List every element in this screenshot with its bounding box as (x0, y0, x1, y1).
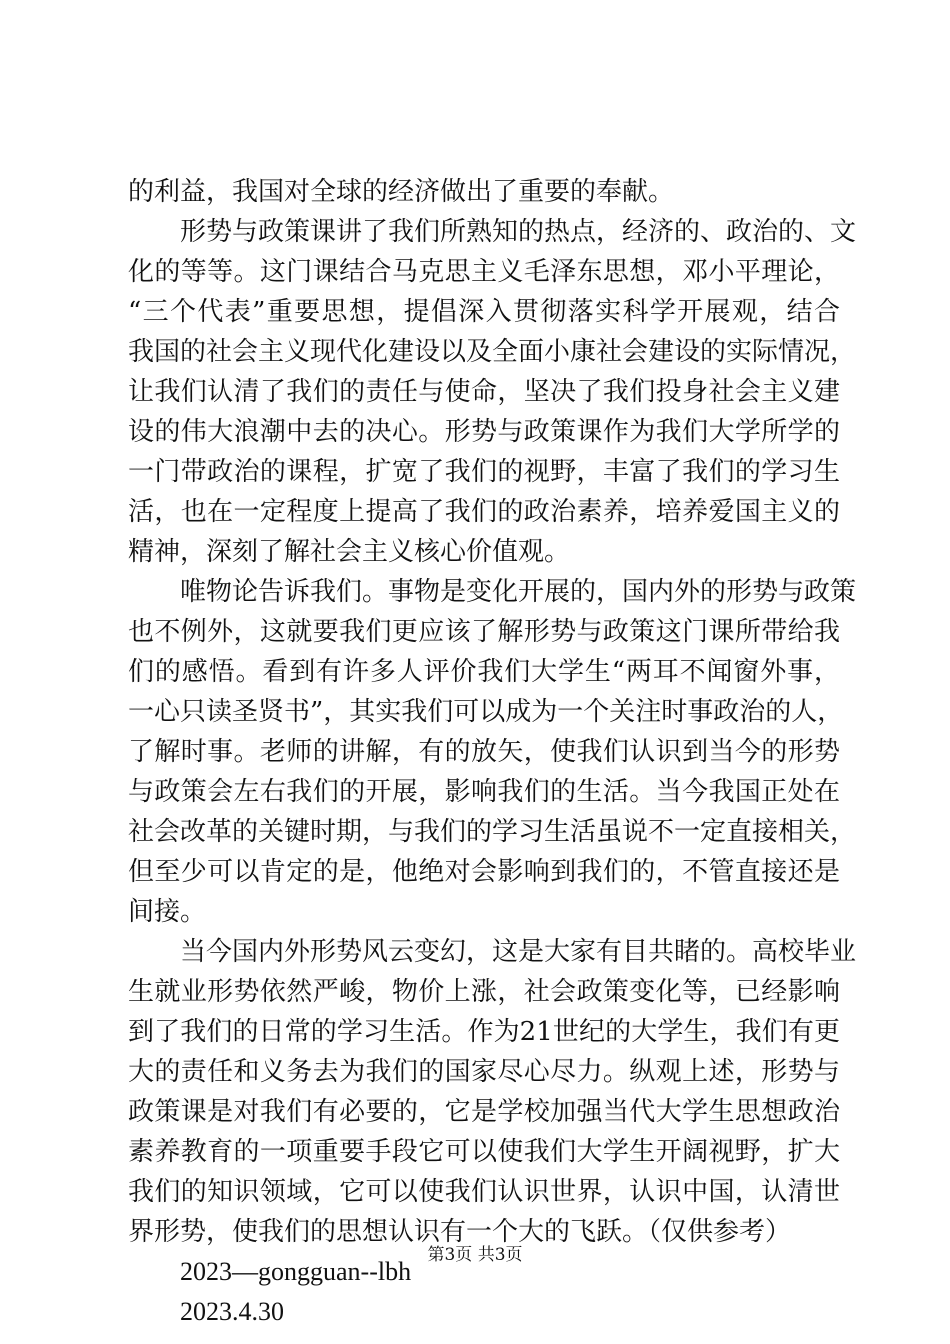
text-line: 也不例外，这就要我们更应该了解形势与政策这门课所带给我 (128, 617, 840, 647)
text-line: 我们的知识领域，它可以使我们认识世界，认识中国，认清世 (128, 1177, 840, 1207)
text-line: 一心只读圣贤书”，其实我们可以成为一个关注时事政治的人， (128, 697, 844, 727)
text-line: 到了我们的日常的学习生活。作为21世纪的大学生，我们有更 (128, 1017, 840, 1047)
text-line: “三个代表”重要思想，提倡深入贯彻落实科学开展观，结合 (128, 297, 840, 327)
text-line: 一门带政治的课程，扩宽了我们的视野，丰富了我们的学习生 (128, 457, 840, 487)
text-line: 但至少可以肯定的是，他绝对会影响到我们的，不管直接还是 (128, 857, 840, 887)
text-line: 与政策会左右我们的开展，影响我们的生活。当今我国正处在 (128, 777, 840, 807)
text-line: 政策课是对我们有必要的，它是学校加强当代大学生思想政治 (128, 1097, 840, 1127)
text-line: 社会改革的关键时期，与我们的学习生活虽说不一定直接相关， (128, 817, 857, 847)
signoff-date: 2023.4.30 (180, 1297, 284, 1326)
text-line: 化的等等。这门课结合马克思主义毛泽东思想，邓小平理论， (128, 257, 840, 287)
text-line: 界形势，使我们的思想认识有一个大的飞跃。（仅供参考） (128, 1217, 792, 1247)
text-line: 活，也在一定程度上提高了我们的政治素养，培养爱国主义的 (128, 497, 840, 527)
text-line: 唯物论告诉我们。事物是变化开展的，国内外的形势与政策 (180, 577, 857, 607)
text-line: 间接。 (128, 897, 207, 927)
text-line: 们的感悟。看到有许多人评价我们大学生“两耳不闻窗外事， (128, 657, 840, 687)
text-line: 精神，深刻了解社会主义核心价值观。 (128, 537, 571, 567)
text-line: 素养教育的一项重要手段它可以使我们大学生开阔视野，扩大 (128, 1137, 840, 1167)
text-line: 设的伟大浪潮中去的决心。形势与政策课作为我们大学所学的 (128, 417, 840, 447)
text-line: 形势与政策课讲了我们所熟知的热点，经济的、政治的、文 (180, 217, 857, 247)
page-number-footer: 第3页 共3页 (427, 1245, 523, 1265)
text-line: 大的责任和义务去为我们的国家尽心尽力。纵观上述，形势与 (128, 1057, 840, 1087)
text-line: 生就业形势依然严峻，物价上涨，社会政策变化等，已经影响 (128, 977, 840, 1007)
text-line: 了解时事。老师的讲解，有的放矢，使我们认识到当今的形势 (128, 737, 840, 767)
text-line: 的利益，我国对全球的经济做出了重要的奉献。 (128, 177, 675, 207)
document-body (128, 172, 857, 1332)
signoff-author: 2023—gongguan--lbh (180, 1257, 412, 1286)
text-line: 我国的社会主义现代化建设以及全面小康社会建设的实际情况， (128, 337, 857, 367)
text-line: 让我们认清了我们的责任与使命，坚决了我们投身社会主义建 (128, 377, 840, 407)
text-line: 当今国内外形势风云变幻，这是大家有目共睹的。高校毕业 (180, 937, 857, 967)
